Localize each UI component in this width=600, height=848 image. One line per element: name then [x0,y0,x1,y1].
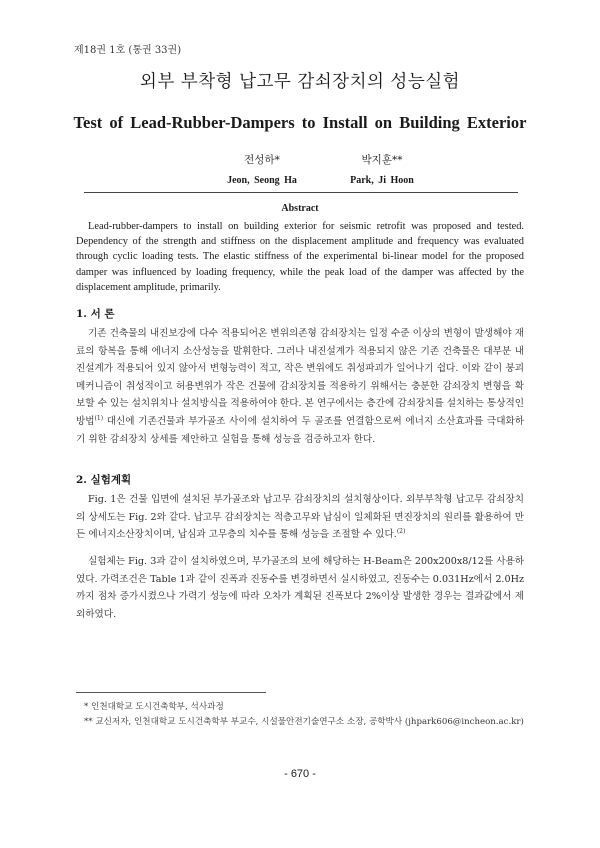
author-1-english-name: Jeon, Seong Ha [227,175,297,186]
author-2-korean-name: 박지훈** [361,154,403,166]
author-1 [202,152,322,186]
abstract-text: Lead-rubber-dampers to install on building exterior for seismic retrofit was proposed and tested. Dependency of the strength and stiffness on the displacement amplitude and frequency was evaluated through cyclic loading tests. The elastic stiffness of the experimental bi-linear model for the proposed damper was influenced by loading frequency, while the peak load of the damper was affected by the displacement amplitude, primarily. [76,221,524,293]
section-2-paragraph-2: 실험체는 Fig. 3과 같이 설치하였으며, 부가골조의 보에 해당하는 H-Beam은 200x200x8/12를 사용하였다. 가력조건은 Table 1과 같이 진폭과 진동수를 변경하면서 실시하였고, 진동수는 0.031Hz에서 2.0Hz까지 점차 증가시켰으나 가력기 성능에 따라 오차가 계획된 진폭보다 2%이상 발생한 경우는 결과값에서 제외하였다. [76,556,524,620]
header-divider [84,192,518,193]
paragraph-text: 기존 건축물의 내진보강에 다수 적용되어온 변위의존형 감쇠장치는 일정 수준 이상의 변형이 발생해야 재료의 항복을 통해 에너지 소산성능을 발휘한다. 그러나 내진설계가 적용되지 않은 기존 건축물은 대부분 내진설계가 적용되어 있지 않아서 변형능력이 적고, 작은 변위에도 취성파괴가 일어나기 쉽다. 이와 같이 붕괴메커니즘이 취성적이고 허용변위가 작은 건물에 감쇠장치를 적용하기 위해서는 충분한 감쇠장치 변형을 확보할 수 있는 설치위치나 설치방식을 적용하여야 한다. 본 연구에서는 층간에 감쇠장치를 설치하는 통상적인 방법 [76,328,524,427]
citation-marker: (1) [94,414,104,422]
section-2-heading: 2. 실험계획 [76,474,132,486]
abstract-heading: Abstract [281,203,319,214]
page-number: - 670 - [284,768,316,780]
section-1-paragraph [76,325,524,448]
author-1-korean-name: 전성하* [244,154,280,166]
footnote-divider [76,692,266,693]
citation-marker: (2) [396,528,406,535]
footnote-author-2: ** 교신저자, 인천대학교 도시건축학부 부교수, 시설물안전기술연구소 소장, 공학박사 (jhpark606@incheon.ac.kr) [84,717,524,727]
author-2 [322,152,442,186]
section-1-heading: 1. 서 론 [76,308,115,320]
section-2-paragraph-1 [76,491,524,544]
journal-issue: 제18권 1호 (통권 33권) [74,45,182,56]
author-2-english-name: Park, Ji Hoon [350,175,414,186]
title-english: Test of Lead-Rubber-Dampers to Install on Building Exterior [73,113,527,132]
title-korean: 외부 부착형 납고무 감쇠장치의 성능실험 [139,72,461,92]
footnote-author-1: * 인천대학교 도시건축학부, 석사과정 [84,702,224,712]
paragraph-text-tail: 대신에 기존건물과 부가골조 사이에 설치하여 두 골조를 연결함으로써 에너지 소산효과를 극대화하기 위한 감쇠장치 상세를 제안하고 실험을 통해 성능을 검증하고자 한다. [76,415,524,445]
paragraph-text: Fig. 1은 건물 입면에 설치된 부가골조와 납고무 감쇠장치의 설치형상이다. 외부부착형 납고무 감쇠장치의 상세도는 Fig. 2와 같다. 납고무 감쇠장치는 적층고무와 납심이 일체화된 면진장치의 원리를 활용하여 만든 에너지소산장치이며, 납심과 고무층의 치수를 통해 성능을 조절할 수 있다. [76,494,524,541]
